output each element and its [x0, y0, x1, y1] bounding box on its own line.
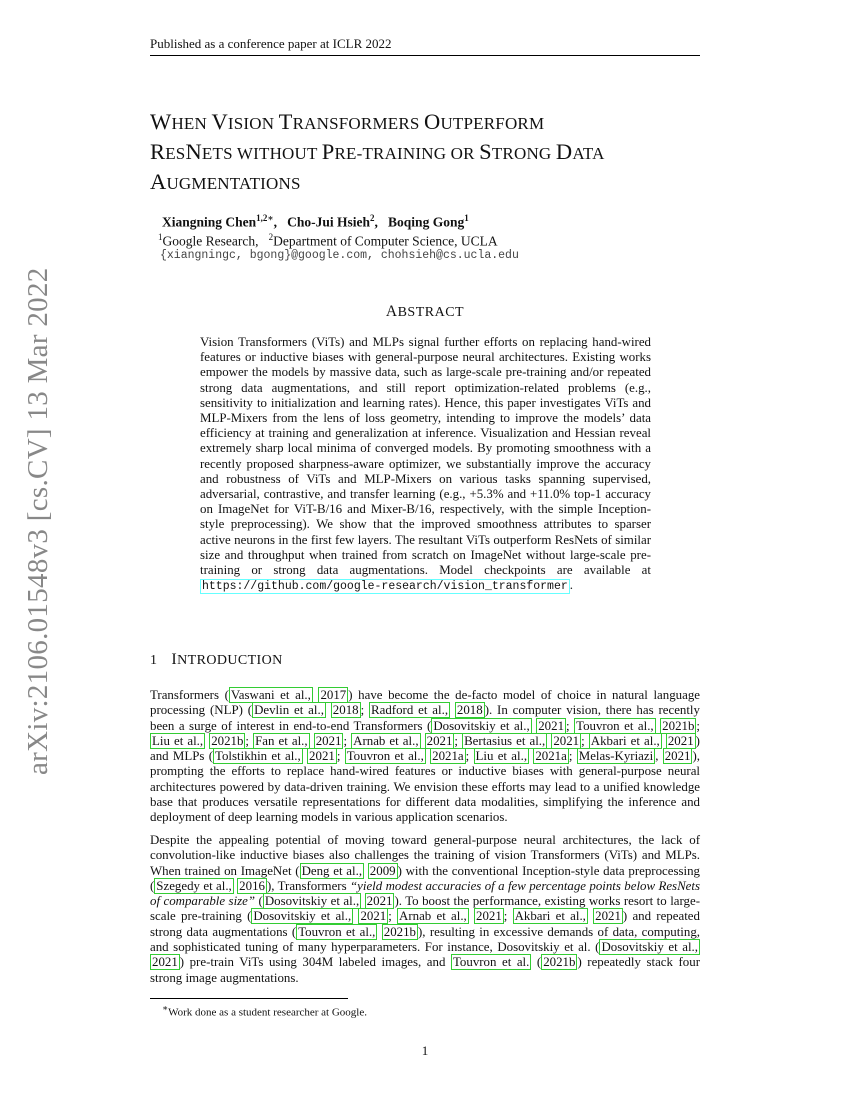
citation-link[interactable]: Szegedy et al., — [156, 878, 232, 893]
affiliation: Department of Computer Science, UCLA — [273, 233, 498, 249]
title-cap: V — [211, 109, 228, 134]
section-heading-introduction — [150, 651, 283, 669]
body-text: ) have become the de-facto model of choice in natural language processing (NLP) ( — [150, 688, 700, 718]
citation-link[interactable]: Arnab et al., — [399, 909, 467, 924]
citation-link[interactable]: 2021b — [662, 718, 695, 733]
body-text: ; — [336, 749, 345, 764]
footnote-divider — [150, 998, 348, 999]
citation-link[interactable]: Bertasius et al., — [464, 733, 546, 748]
citation-link[interactable]: Melas-Kyriazi — [578, 749, 654, 764]
body-text: ), prompting the efforts to replace hand-wired features or inductive biases with general-purpose neural architectures powered by data-driven training. We envision these efforts may lead to a unified knowledge base that produces versatile representations for different data modalities, simplifying the inference and deployment of deep learning models in various application scenarios. — [150, 749, 700, 825]
abstract-end: . — [569, 578, 573, 593]
title-rest: ATA — [572, 144, 605, 163]
affiliations — [158, 232, 498, 250]
affiliation: Google Research, — [162, 233, 259, 249]
body-text: ; — [360, 703, 370, 718]
heading-cap: I — [171, 651, 178, 668]
citation-link[interactable]: Radford et al., — [371, 703, 449, 718]
intro-paragraph-2 — [150, 833, 700, 986]
title-rest: RE-TRAINING OR — [334, 144, 480, 163]
body-text: ) and repeated strong data augmentations ( — [150, 909, 700, 939]
title-cap: A — [150, 169, 167, 194]
citation-link[interactable]: Deng et al., — [301, 863, 363, 878]
citation-link[interactable]: 2021 — [667, 733, 694, 748]
citation-link[interactable]: 2021 — [553, 733, 580, 748]
abstract-body — [200, 335, 651, 594]
abstract-heading — [0, 303, 850, 321]
arxiv-watermark[interactable]: arXiv:2106.01548v3 [cs.CV] 13 Mar 2022 — [22, 267, 54, 775]
title-cap: S — [479, 139, 492, 164]
footnote-mark[interactable]: ∗ — [267, 213, 274, 223]
footnote-text: Work done as a student researcher at Google. — [168, 1006, 367, 1019]
citation-link[interactable]: Touvron et al., — [576, 718, 654, 733]
body-text: ; — [245, 733, 254, 748]
body-text: ), resulting in excessive demands of data, computing, and sophisticated tuning of many hyperparameters. For instance, Dosovitskiy et al. ( — [150, 924, 700, 955]
citation-link[interactable]: 2021b — [383, 924, 416, 939]
title-rest: TRONG — [491, 144, 556, 163]
citation-link[interactable]: Dosovitskiy et al., — [601, 940, 698, 955]
title-rest: UGMENTATIONS — [166, 174, 301, 193]
citation-link[interactable]: 2021 — [152, 955, 178, 970]
author-affil-mark: 2 — [370, 213, 375, 223]
title-rest: ISION — [227, 114, 279, 133]
body-text: ), Transformers — [266, 878, 350, 893]
body-text: ; — [566, 718, 575, 733]
body-text: ( — [531, 955, 542, 970]
author-name: Boqing Gong — [388, 214, 465, 230]
title-line-3 — [150, 168, 710, 198]
heading-rest: NTRODUCTION — [177, 653, 283, 668]
author-affil-mark: 1 — [464, 213, 469, 223]
citation-link[interactable]: Dosovitskiy et al., — [433, 718, 530, 733]
footnote — [162, 1003, 367, 1019]
citation-link[interactable]: Dosovitskiy et al., — [264, 894, 360, 909]
heading-cap: A — [385, 303, 398, 320]
citation-link[interactable]: Fan et al., — [255, 733, 308, 748]
body-text: Transformers ( — [150, 688, 229, 702]
citation-link[interactable]: 2021 — [309, 749, 335, 764]
body-text: Despite the appealing potential of moving toward general-purpose neural architectures, the lack of convolution-like inductive biases also challenges the training of vision Transformers (ViTs) and MLPs. When trained on ImageNet ( — [150, 833, 700, 878]
citation-link[interactable]: 2018 — [456, 703, 483, 718]
title-cap: N — [185, 139, 202, 164]
title-cap: D — [555, 139, 573, 164]
citation-link[interactable]: Arnab et al., — [353, 733, 419, 748]
author-name: Xiangning Chen — [162, 214, 257, 230]
citation-link[interactable]: Touvron et al. — [452, 955, 530, 970]
body-text: ). In computer vision, there has recently been a surge of interest in end-to-end Transformers ( — [150, 703, 700, 733]
citation-link[interactable]: Liu et al., — [475, 749, 528, 764]
footnote-mark: ∗ — [162, 1003, 169, 1013]
intro-paragraph-1 — [150, 688, 700, 826]
citation-link[interactable]: 2021 — [538, 718, 565, 733]
citation-link[interactable]: 2018 — [332, 703, 359, 718]
running-header: Published as a conference paper at ICLR 2022 — [150, 36, 700, 56]
body-text: ( — [255, 894, 263, 909]
quoted-text: “yield modest accuracies of a few percentage points below ResNets of comparable size” — [150, 878, 700, 909]
body-text: ) pre-train ViTs using 304M labeled images, and — [179, 955, 451, 970]
citation-link[interactable]: 2021 — [426, 733, 453, 748]
body-text: ; — [568, 749, 577, 764]
paper-title — [150, 108, 710, 198]
affil-mark: 2 — [268, 232, 274, 242]
citation-link[interactable]: 2021 — [664, 749, 691, 764]
body-text: , — [655, 749, 663, 764]
citation-link[interactable]: 2021 — [476, 909, 502, 924]
body-text: ) and MLPs ( — [150, 733, 700, 764]
title-rest: RANSFORMERS — [292, 114, 424, 133]
author-affil-mark: 1,2 — [256, 213, 268, 223]
citation-link[interactable]: Liu et al., — [152, 733, 204, 748]
body-text: ; — [581, 733, 589, 748]
body-text: ; — [454, 733, 463, 748]
title-rest: ETS WITHOUT — [201, 144, 322, 163]
citation-link[interactable]: 2021 — [360, 909, 387, 924]
citation-link[interactable]: Vaswani et al., — [230, 688, 311, 702]
heading-rest: BSTRACT — [397, 305, 465, 320]
body-text: ). To boost the performance, existing works resort to large-scale pre-training ( — [150, 894, 701, 924]
citation-link[interactable]: Akbari et al., — [514, 909, 586, 924]
citation-link[interactable]: Touvron et al., — [298, 924, 376, 939]
citation-link[interactable]: 2016 — [239, 878, 265, 893]
author-emails[interactable]: {xiangningc, bgong}@google.com, chohsieh@cs.ucla.edu — [160, 249, 519, 262]
page-number: 1 — [421, 1043, 429, 1058]
title-cap: R — [150, 139, 166, 164]
citation-link[interactable]: 2021a — [535, 749, 567, 764]
body-text: ; — [696, 718, 700, 733]
author-list: Xiangning Chen$^{1,2∗}$, Cho-Jui Hsieh$^2$, Boqing Gong$^1$ — [162, 213, 469, 230]
body-text: ; — [465, 749, 474, 764]
citation-link[interactable]: 2021 — [595, 909, 621, 924]
citation-link[interactable]: Touvron et al., — [346, 749, 424, 764]
title-cap: P — [321, 139, 335, 164]
citation-link[interactable]: Akbari et al., — [590, 733, 660, 748]
affil-mark: 1 — [158, 232, 163, 242]
citation-link[interactable]: 2021 — [366, 894, 393, 909]
abstract-text: Vision Transformers (ViTs) and MLPs signal further efforts on replacing hand-wired features or inductive biases with general-purpose neural architectures. Existing works empower the models by massive data, such as large-scale pre-training and/or repeated strong data augmentations, and still report optimization-related problems (e.g., sensitivity to initialization and learning rates). Hence, this paper investigates ViTs and MLP-Mixers from the lens of loss geometry, intending to improve the models’ data efficiency at training and generalization at inference. Visualization and Hessian reveal extremely sharp local minima of converged models. By promoting smoothness with a recently proposed sharpness-aware optimizer, we substantially improve the accuracy and robustness of ViTs and MLP-Mixers on various tasks spanning supervised, adversarial, contrastive, and transfer learning (e.g., +5.3% and +11.0% top-1 accuracy on ImageNet for ViT-B/16 and Mixer-B/16, respectively, with the simple Inception-style preprocessing). We show that the improved smoothness attributes to sparser active neurons in the first few layers. The resultant ViTs outperform ResNets of similar size and throughput when trained from scratch on ImageNet without large-scale pre-training or strong data augmentations. Model checkpoints are available at — [200, 335, 651, 578]
body-text: ) repeatedly stack four strong image augmentations. — [150, 955, 700, 985]
body-text: ) with the conventional Inception-style data preprocessing ( — [150, 863, 700, 893]
title-rest: ES — [165, 144, 186, 163]
title-line-2 — [150, 138, 710, 168]
citation-link[interactable]: Dosovitskiy et al., — [253, 909, 352, 924]
citation-link[interactable]: Devlin et al., — [254, 703, 324, 718]
title-rest: HEN — [171, 114, 212, 133]
citation-link[interactable]: Tolstikhin et al., — [215, 749, 301, 764]
citation-link[interactable]: 2017 — [320, 688, 347, 702]
title-cap: W — [150, 109, 172, 134]
section-number: 1 — [150, 653, 158, 668]
citation-link[interactable]: 2021b — [211, 733, 244, 748]
body-text: ; — [503, 909, 513, 924]
title-cap: T — [278, 109, 293, 134]
citation-link[interactable]: 2021a — [432, 749, 464, 764]
title-cap: O — [424, 109, 441, 134]
title-rest: UTPERFORM — [440, 114, 545, 133]
title-line-1 — [150, 108, 710, 138]
body-text: ; — [343, 733, 352, 748]
checkpoint-link[interactable]: https://github.com/google-research/vision_transformer — [202, 580, 568, 594]
citation-link[interactable]: 2009 — [369, 863, 396, 878]
body-text: ; — [388, 909, 398, 924]
author-name: Cho-Jui Hsieh — [287, 214, 371, 230]
citation-link[interactable]: 2021b — [543, 955, 576, 970]
citation-link[interactable]: 2021 — [315, 733, 342, 748]
